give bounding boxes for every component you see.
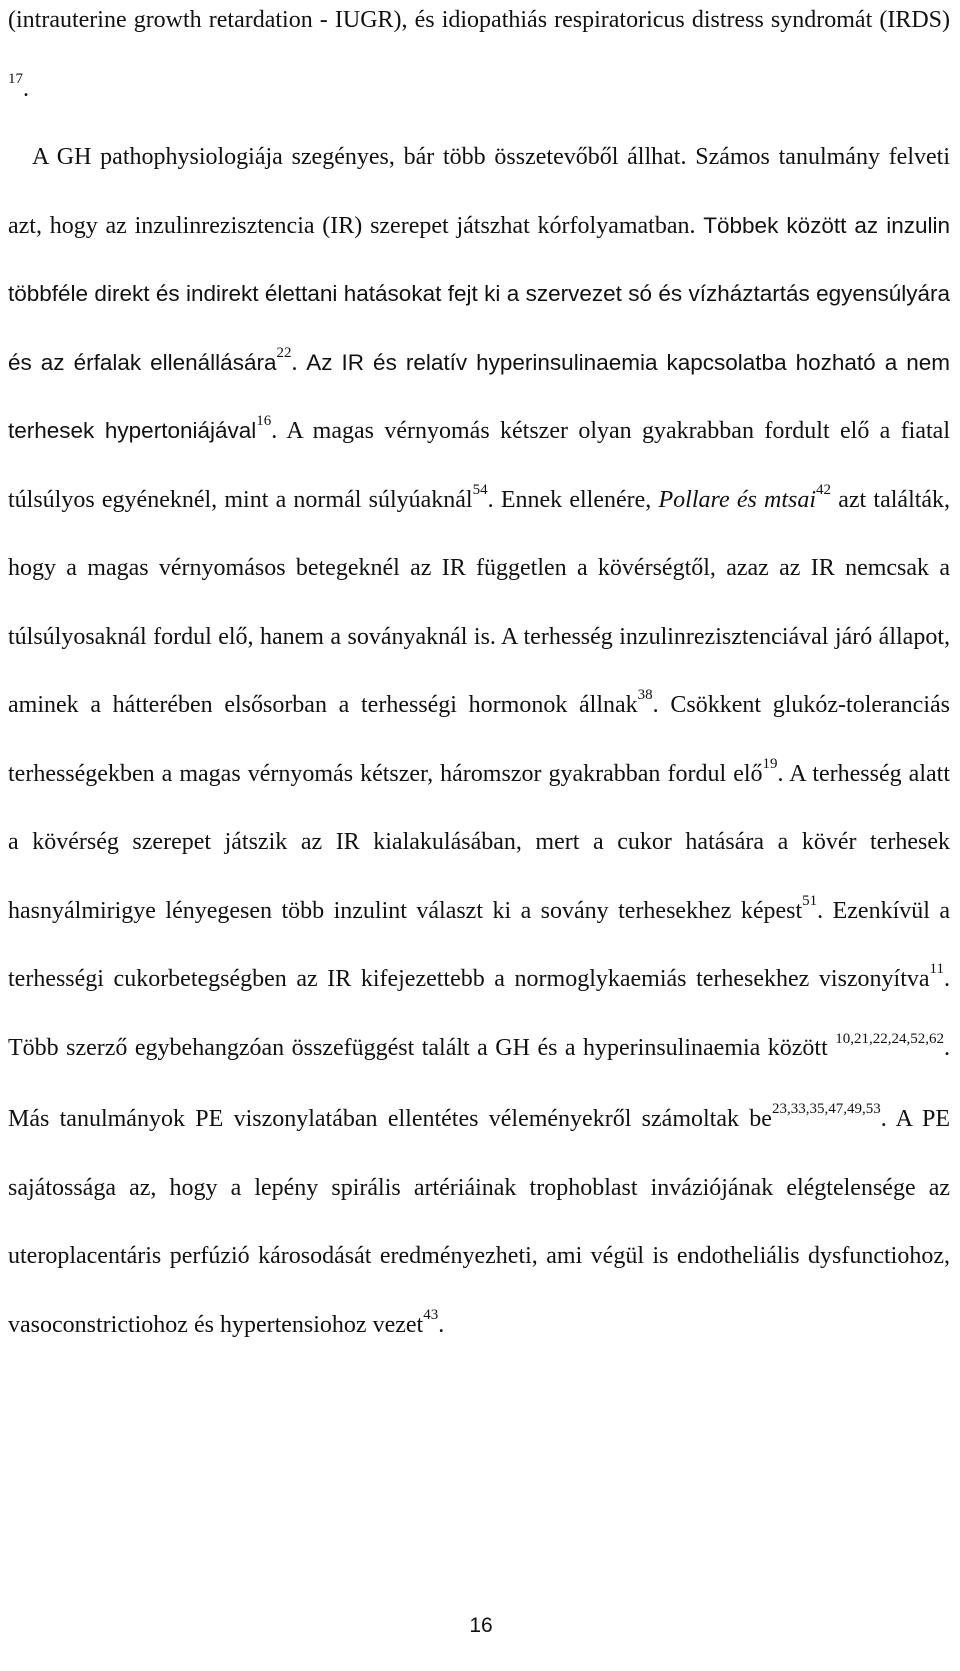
period: . xyxy=(23,75,29,102)
reference-38: 38 xyxy=(637,687,653,703)
sentence-7: Csökkent glukóz-toleranciás terhességekben a magas vérnyomás kétszer, háromszor gyakrabban fordul elő xyxy=(8,692,950,787)
reference-51: 51 xyxy=(802,892,818,909)
body-text xyxy=(8,0,950,1359)
sentence-6: azt találták, hogy a magas vérnyomásos betegeknél az IR független a kövérségtől, azaz az IR nemcsak a túlsúlyosaknál fordul elő, hanem a soványaknál is. A terhesség inzulinrezisztenciával járó állapot, aminek a hátterében elsősorban a terhességi hormonok állnak xyxy=(8,486,951,718)
reference-16: 16 xyxy=(256,413,272,429)
reference-42: 42 xyxy=(816,481,832,498)
sentence-5: Ennek ellenére, xyxy=(500,486,652,513)
sentence-9: Ezenkívül a terhességi cukorbetegségben az IR kifejezettebb a normoglykaemiás terhesekhez viszonyítva xyxy=(8,897,951,992)
author-pollare: Pollare és mtsai xyxy=(658,486,817,513)
page-number: 16 xyxy=(469,1614,493,1637)
sentence-10: Több szerző egybehangzóan összefüggést talált a GH és a hyperinsulinaemia között xyxy=(8,1034,828,1061)
reference-43: 43 xyxy=(423,1306,439,1323)
sentence-4: A magas vérnyomás kétszer olyan gyakrabban fordult elő a fiatal túlsúlyos egyéneknél, mint a normál súlyúaknál xyxy=(8,418,950,513)
intro-text: (intrauterine growth retardation - IUGR), és idiopathiás respiratoricus distress syndromát (IRDS) xyxy=(8,7,950,33)
sentence-1: A GH pathophysiologiája szegényes, bár több összetevőből állhat. Számos tanulmány felveti azt, hogy az inzulinrezisztencia (IR) szerepet játszhat kórfolyamatban. xyxy=(8,144,950,239)
sentence-12: A PE sajátossága az, hogy a lepény spirális artériáinak trophoblast inváziójának elégtelensége az uteroplacentáris perfúzió károsodását eredményezheti, ami végül is endotheliális dysfunctiohoz, vasoconstrictiohoz és hypertensiohoz vezet xyxy=(8,1106,950,1338)
document-page xyxy=(8,0,954,1671)
reference-11: 11 xyxy=(929,961,944,977)
reference-19: 19 xyxy=(762,755,778,772)
sentence-8: A terhesség alatt a kövérség szerepet játszik az IR kialakulásában, mert a cukor hatására a kövér terhesek hasnyálmirigye lényegesen több inzulint választ ki a sovány terhesekhez képest xyxy=(8,760,950,924)
final-period: . xyxy=(438,1311,445,1338)
sentence-11: Más tanulmányok PE viszonylatában ellentétes véleményekről számoltak be xyxy=(8,1106,772,1132)
reference-22: 22 xyxy=(276,344,292,361)
sentence-3: Az IR és relatív hyperinsulinaemia kapcsolatba hozható a nem terhesek hypertoniájával xyxy=(8,349,951,443)
reference-54: 54 xyxy=(472,481,488,498)
paragraph-intro xyxy=(8,0,950,123)
sentence-2: Többek között az inzulin többféle direkt és indirekt élettani hatásokat fejt ki a szervezet só és vízháztartás egyensúlyára és az érfalak ellenállására xyxy=(8,212,950,375)
paragraph-main: A GH pathophysiologiája szegényes, bár több összetevőből állhat. Számos tanulmány felveti azt, hogy az inzulinrezisztencia (IR) szerepet játszhat kórfolyamatban. Többek között az inzulin többféle direkt és indirekt élettani hatásokat fejt ki a szervezet só és vízháztartás egyensúlyára és az érfalak ellenállására$^{22}$. Az IR és relatív hyperinsulinaemia kapcsolatba hozható a nem terhesek hypertoniájával$^{16}$. A magas vérnyomás kétszer olyan gyakrabban fordult elő a fiatal túlsúlyos egyéneknél, mint a normál súlyúaknál$^{54}$. Ennek ellenére, Pollare és mtsai$^{42}$ azt találták, hogy a magas vérnyomásos betegeknél az IR független a kövérségtől, azaz az IR nemcsak a túlsúlyosaknál fordul elő, hanem a soványaknál is. A terhesség inzulinrezisztenciával járó állapot, aminek a hátterében elsősorban a terhességi hormonok állnak$^{38}$. Csökkent glukóz-toleranciás terhességekben a magas vérnyomás kétszer, háromszor gyakrabban fordul elő$^{19}$. A terhesség alatt a kövérség szerepet játszik az IR kialakulásában, mert a cukor hatására a kövér terhesek hasnyálmirigye lényegesen több inzulint választ ki a sovány terhesekhez képest$^{51}$. Ezenkívül a terhességi cukorbetegségben az IR kifejezettebb a normoglykaemiás terhesekhez viszonyítva$^{11}$. Több szerző egybehangzóan összefüggést talált a GH és a hyperinsulinaemia között $^{10,21,22,24,52,62}$. Más tanulmányok PE viszonylatában ellentétes véleményekről számoltak be$^{23,33,35,47,49,53}$. A PE sajátossága az, hogy a lepény spirális artériáinak trophoblast inváziójának elégtelensége az uteroplacentáris perfúzió károsodását eredményezheti, ami végül is endotheliális dysfunctiohoz, vasoconstrictiohoz és hypertensiohoz vezet$^{43}$. xyxy=(8,144,951,1338)
reference-17: 17 xyxy=(8,70,23,87)
reference-multi-1: 10,21,22,24,52,62 xyxy=(835,1030,945,1047)
reference-multi-2: 23,33,35,47,49,53 xyxy=(771,1101,881,1117)
